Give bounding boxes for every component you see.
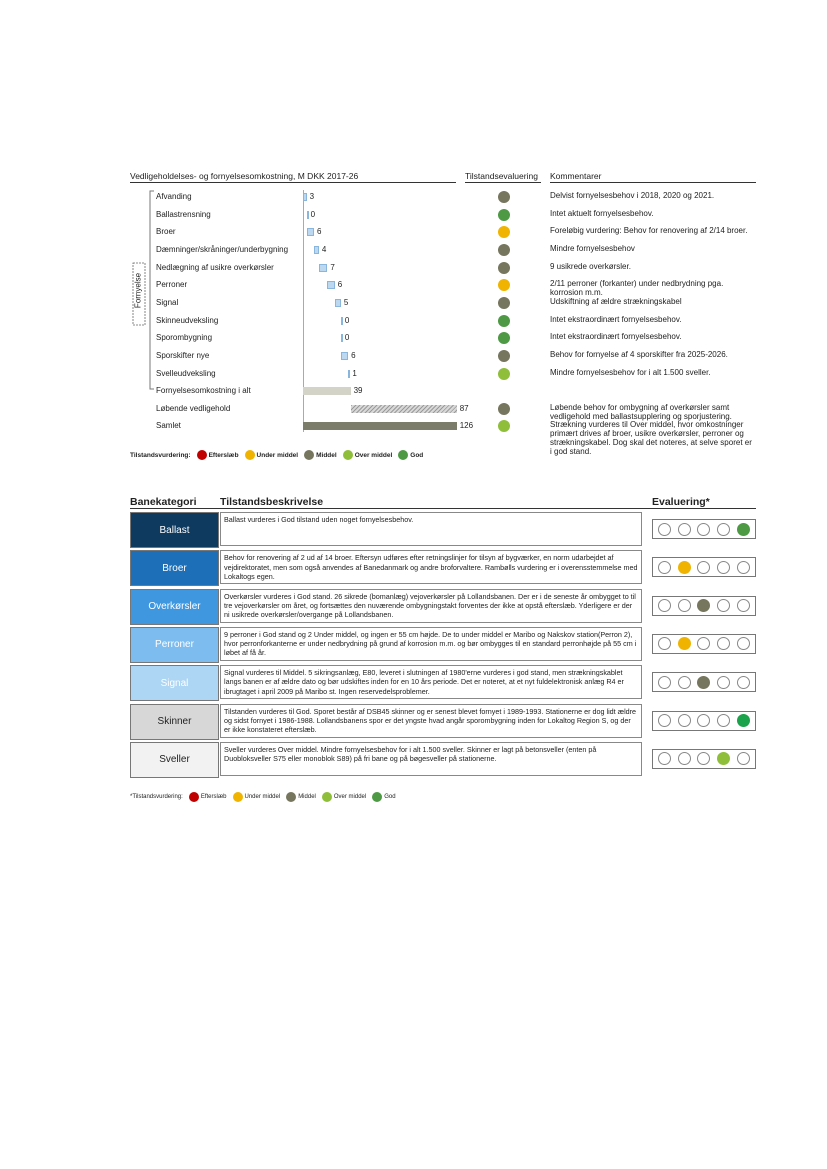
comments-header: Kommentarer xyxy=(550,171,602,181)
chart-bar xyxy=(351,405,457,413)
legend-dot-middel xyxy=(286,792,296,802)
table-header-rule xyxy=(130,508,756,509)
value-label: 6 xyxy=(337,280,343,290)
category-label: Svelleudveksling xyxy=(156,368,216,378)
comment-text: 9 usikrede overkørsler. xyxy=(550,261,631,271)
evaluation-dot xyxy=(678,714,691,727)
chart-bar xyxy=(307,211,309,219)
eval-header-rule xyxy=(465,182,541,183)
category-cell-signal: Signal xyxy=(130,665,219,701)
evaluation-dot xyxy=(737,637,750,650)
condition-indicator xyxy=(498,420,510,432)
comment-text: Mindre fornyelsesbehov for i alt 1.500 sveller. xyxy=(550,367,711,377)
condition-indicator xyxy=(498,332,510,344)
comments-header-rule xyxy=(550,182,756,183)
table-header-category: Banekategori xyxy=(130,496,197,508)
condition-indicator xyxy=(498,226,510,238)
evaluation-dot xyxy=(678,599,691,612)
value-label: 0 xyxy=(344,315,350,325)
value-label: 1 xyxy=(352,368,357,378)
evaluation-dot xyxy=(678,523,691,536)
legend-dot-god xyxy=(398,450,408,460)
table-header-evaluation: Evaluering* xyxy=(652,496,710,508)
description-cell: Sveller vurderes Over middel. Mindre fornyelsesbehov for i alt 1.500 sveller. Skinner er lagt på betonsveller (enten på Duobloksveller S75 eller monoblok S89) på fri bane og på bøgesveller på stationerne. xyxy=(220,742,642,776)
evaluation-dot xyxy=(658,561,671,574)
condition-legend xyxy=(130,450,423,460)
legend-label: Middel xyxy=(316,451,337,459)
eval-header: Tilstandsevaluering xyxy=(465,171,538,181)
category-label: Ballastrensning xyxy=(156,209,211,219)
evaluation-dot-selected xyxy=(678,637,691,650)
condition-indicator xyxy=(498,403,510,415)
description-cell: Tilstanden vurderes til God. Sporet består af DSB45 skinner og er senest blevet fornyet i 1989-1993. Stationerne er dog lidt ældre og sidst fornyet i 1986-1988. Lollandsbanens spor er det yngste hvad angår sporombygning inden for Lokaltog Region S, og der er ikke konstateret efterslæb. xyxy=(220,704,642,738)
category-cell-perroner: Perroner xyxy=(130,627,219,663)
evaluation-dot-selected xyxy=(678,561,691,574)
value-label: 6 xyxy=(316,227,322,237)
evaluation-scale xyxy=(652,749,756,769)
legend-label: Middel xyxy=(298,794,316,800)
chart-baseline xyxy=(303,190,304,432)
condition-indicator xyxy=(498,368,510,380)
value-label: 126 xyxy=(459,421,474,431)
value-label: 3 xyxy=(309,192,315,201)
evaluation-dot xyxy=(658,676,671,689)
evaluation-dot xyxy=(678,676,691,689)
evaluation-scale xyxy=(652,596,756,616)
legend-label: Efterslæb xyxy=(208,451,239,459)
comment-text: Løbende behov for ombygning af overkørsler samt vedligehold med ballastsupplering og sporjustering. xyxy=(550,402,732,421)
evaluation-dot xyxy=(717,714,730,727)
chart-bar xyxy=(303,387,351,395)
category-label: Broer xyxy=(156,227,176,237)
value-label: 4 xyxy=(321,244,327,254)
legend-title: Tilstandsvurdering: xyxy=(130,451,191,459)
evaluation-dot xyxy=(678,752,691,765)
condition-indicator xyxy=(498,297,510,309)
evaluation-dot xyxy=(737,752,750,765)
category-cell-ballast: Ballast xyxy=(130,512,219,548)
evaluation-dot xyxy=(697,714,710,727)
comment-text: Strækning vurderes til Over middel, hvor omkostninger primært drives af broer, usikre overkørsler, perroner og strækningskabel. Dog skal det noteres, at selve sporet er i god stand. xyxy=(550,420,752,457)
evaluation-dot xyxy=(697,523,710,536)
description-cell: 9 perroner i God stand og 2 Under middel, og ingen er 55 cm højde. De to under middel er Maribo og Nakskov station(Perron 2), hvor perronforkanterne er under nedbrydning på grund af korrosion m.m. og bør ombygges til en standard perronhøjde på 55 cm i løbet af få år. xyxy=(220,627,642,661)
evaluation-dot xyxy=(717,599,730,612)
evaluation-dot xyxy=(697,637,710,650)
category-label: Perroner xyxy=(156,280,188,290)
legend-label: God xyxy=(384,794,396,800)
comment-text: Udskiftning af ældre strækningskabel xyxy=(550,296,682,306)
legend-dot-efterslaeb xyxy=(197,450,207,460)
evaluation-scale xyxy=(652,557,756,577)
chart-bar xyxy=(327,281,334,289)
description-cell: Ballast vurderes i God tilstand uden noget fornyelsesbehov. xyxy=(220,512,642,546)
evaluation-dot xyxy=(658,599,671,612)
value-label: 7 xyxy=(330,262,335,272)
evaluation-dot xyxy=(737,561,750,574)
footnote-legend-title: *Tilstandsvurdering: xyxy=(130,794,183,800)
comment-text: Intet ekstraordinært fornyelsesbehov. xyxy=(550,332,682,342)
evaluation-dot xyxy=(737,676,750,689)
value-label: 39 xyxy=(353,386,363,396)
category-label: Samlet xyxy=(156,421,181,431)
category-label: Løbende vedligehold xyxy=(156,403,231,413)
evaluation-dot xyxy=(697,561,710,574)
chart-bar xyxy=(341,352,348,360)
condition-indicator xyxy=(498,209,510,221)
condition-indicator xyxy=(498,315,510,327)
legend-dot-over-middel xyxy=(322,792,332,802)
comment-text: Foreløbig vurdering: Behov for renovering af 2/14 broer. xyxy=(550,226,748,236)
chart-bar xyxy=(341,317,343,325)
legend-label: Under middel xyxy=(244,794,281,800)
evaluation-dot xyxy=(737,599,750,612)
evaluation-dot-selected xyxy=(697,676,710,689)
chart-bar xyxy=(341,334,343,342)
evaluation-dot-selected xyxy=(737,714,750,727)
evaluation-dot xyxy=(658,637,671,650)
description-cell: Behov for renovering af 2 ud af 14 broer. Eftersyn udføres efter retningslinjer for tilsyn af bygværker, en norm udarbejdet af vejdirektoratet, men som også anvendes af Banedanmark og andre broforvaltere. Rambølls vurdering er i overensstemmelse med Lokaltogs egen. xyxy=(220,550,642,584)
evaluation-scale xyxy=(652,634,756,654)
description-cell: Overkørsler vurderes i God stand. 26 sikrede (bomanlæg) vejoverkørsler på Lollandsbanen. Der er i de seneste år ombygget to til tre vejoverkørsler om året, og fortsættes den nuværende ombygningstakt forventes der ikke at opstå efterslæb. Yderligere er der ni usikrede overkørsler/overgange på Lollandsbanen. xyxy=(220,589,642,623)
category-cell-sveller: Sveller xyxy=(130,742,219,778)
condition-indicator xyxy=(498,191,510,203)
condition-indicator xyxy=(498,350,510,362)
evaluation-dot-selected xyxy=(697,599,710,612)
evaluation-scale xyxy=(652,519,756,539)
value-label: 87 xyxy=(459,403,469,413)
evaluation-dot-selected xyxy=(737,523,750,536)
evaluation-scale xyxy=(652,672,756,692)
comment-text: Mindre fornyelsesbehov xyxy=(550,243,635,253)
evaluation-dot-selected xyxy=(717,752,730,765)
legend-dot-under-middel xyxy=(233,792,243,802)
value-label: 0 xyxy=(344,333,350,343)
category-label: Dæmninger/skråninger/underbygning xyxy=(156,244,289,254)
chart-bar xyxy=(314,246,319,254)
comment-text: Behov for fornyelse af 4 sporskifter fra 2025-2026. xyxy=(550,349,728,359)
evaluation-dot xyxy=(658,714,671,727)
category-cell-overkørsler: Overkørsler xyxy=(130,589,219,625)
category-cell-skinner: Skinner xyxy=(130,704,219,740)
legend-dot-under-middel xyxy=(245,450,255,460)
evaluation-dot xyxy=(658,752,671,765)
evaluation-dot xyxy=(658,523,671,536)
chart-bar xyxy=(335,299,341,307)
legend-label: God xyxy=(410,451,424,459)
legend-dot-god xyxy=(372,792,382,802)
condition-indicator xyxy=(498,262,510,274)
evaluation-dot xyxy=(697,752,710,765)
comment-text: Intet aktuelt fornyelsesbehov. xyxy=(550,208,654,218)
category-label: Signal xyxy=(156,297,179,307)
evaluation-scale xyxy=(652,711,756,731)
comment-text: 2/11 perroner (forkanter) under nedbrydning pga. korrosion m.m. xyxy=(550,279,724,298)
legend-label: Under middel xyxy=(256,451,299,459)
chart-bar xyxy=(303,193,307,201)
value-label: 6 xyxy=(351,350,356,360)
evaluation-dot xyxy=(717,676,730,689)
condition-indicator xyxy=(498,279,510,291)
table-footnote-legend xyxy=(130,792,396,802)
legend-label: Over middel xyxy=(333,794,367,800)
category-label: Fornyelsesomkostning i alt xyxy=(156,386,251,396)
chart-bar xyxy=(307,228,314,236)
category-label: Afvanding xyxy=(156,192,192,201)
fornyelse-side-label: Fornyelse xyxy=(133,272,143,309)
legend-dot-middel xyxy=(304,450,314,460)
legend-dot-efterslaeb xyxy=(189,792,199,802)
category-cell-broer: Broer xyxy=(130,550,219,586)
cost-header: Vedligeholdelses- og fornyelsesomkostning, M DKK 2017-26 xyxy=(130,171,359,181)
legend-label: Over middel xyxy=(354,451,393,459)
evaluation-dot xyxy=(717,523,730,536)
chart-bar xyxy=(348,370,350,378)
category-label: Sporskifter nye xyxy=(156,350,210,360)
legend-dot-over-middel xyxy=(343,450,353,460)
evaluation-dot xyxy=(717,637,730,650)
condition-indicator xyxy=(498,244,510,256)
chart-bar xyxy=(303,422,457,430)
category-label: Skinneudveksling xyxy=(156,315,219,325)
evaluation-dot xyxy=(717,561,730,574)
comment-text: Delvist fornyelsesbehov i 2018, 2020 og 2021. xyxy=(550,191,715,200)
value-label: 5 xyxy=(343,297,349,307)
comment-text: Intet ekstraordinært fornyelsesbehov. xyxy=(550,314,682,324)
table-header-description: Tilstandsbeskrivelse xyxy=(220,496,324,508)
cost-header-rule xyxy=(130,182,456,183)
category-label: Nedlægning af usikre overkørsler xyxy=(156,262,274,272)
category-label: Sporombygning xyxy=(156,333,213,343)
chart-bar xyxy=(319,264,328,272)
value-label: 0 xyxy=(310,209,316,219)
description-cell: Signal vurderes til Middel. 5 sikringsanlæg, E80, leveret i slutningen af 1980'erne vurderes i god stand, men strækningskablet langs banen er af ældre dato og bør udskiftes inden for en 10 års periode. Det er noteret, at et nyt fuldelektronisk anlæg R4 er ibrugtaget i april 2009 på Maribo st. Ingen reservedelsproblemer. xyxy=(220,665,642,699)
legend-label: Efterslæb xyxy=(200,794,227,800)
